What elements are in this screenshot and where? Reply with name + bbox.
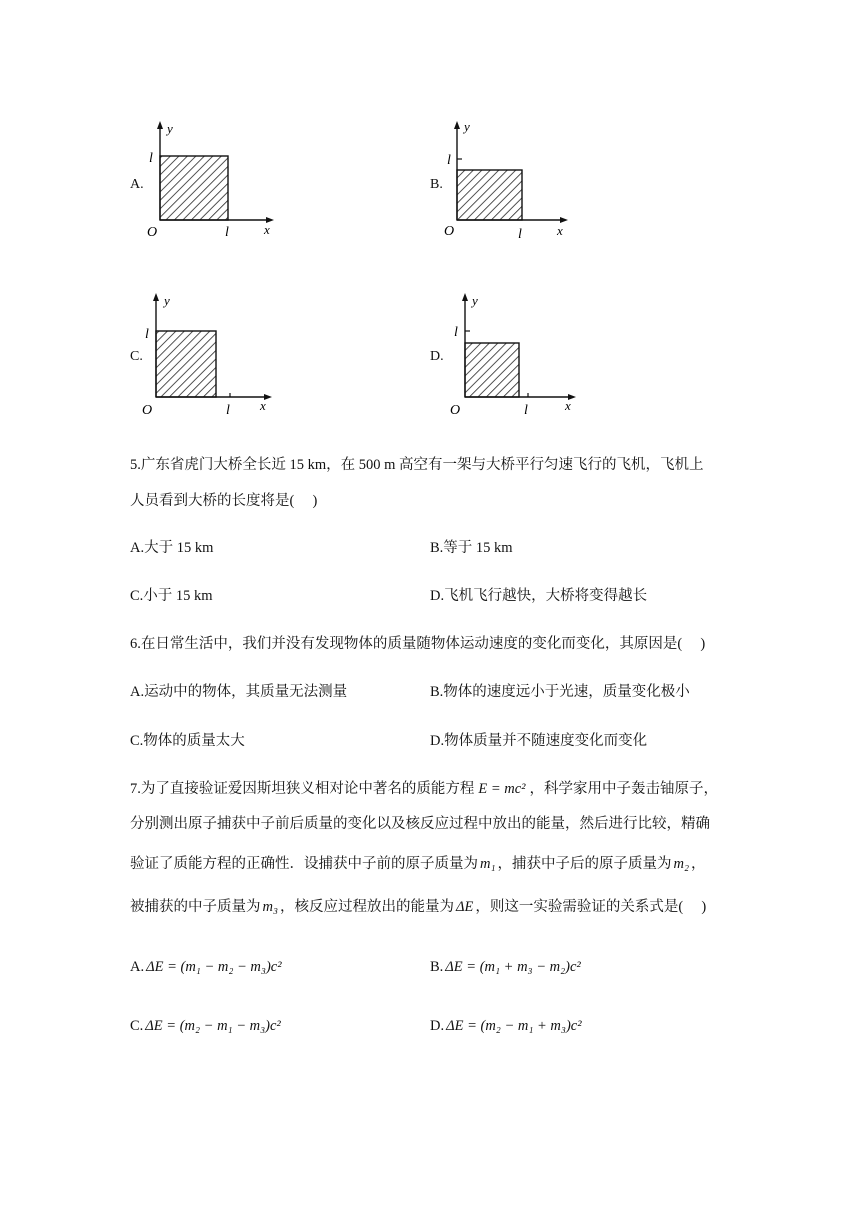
l-x-tick: l — [225, 225, 229, 240]
q7-line4-pre: 被捕获的中子质量为 — [130, 899, 261, 915]
q5-option-d: D.飞机飞行越快，大桥将变得越长 — [430, 588, 648, 604]
q7-stem-line4 — [130, 900, 706, 915]
q7-stem-line2: 分别测出原子捕获中子前后质量的变化以及核反应过程中放出的能量，然后进行比较，精确 — [130, 816, 710, 832]
q7-line3-post: ， — [691, 856, 706, 872]
figure-a-square-plot — [140, 118, 285, 243]
option-b-label: B. — [430, 177, 443, 192]
axis-y-label: y — [464, 119, 470, 134]
m1-symbol: m₁ — [480, 856, 496, 872]
figure-d-contracted-both-plot — [440, 290, 585, 415]
axis-y-label: y — [472, 293, 478, 308]
q6-option-b: B.物体的速度远小于光速，质量变化极小 — [430, 684, 690, 700]
mass-energy-formula: E = mc² — [478, 781, 526, 797]
q6-stem: 6.在日常生活中，我们并没有发现物体的质量随物体运动速度的变化而变化，其原因是( ) — [130, 636, 706, 652]
option-c-label: C. — [130, 349, 143, 364]
q7-line1-post: ，科学家用中子轰击铀原子， — [529, 781, 719, 797]
axis-y-label: y — [167, 121, 173, 136]
axis-y-label: y — [164, 293, 170, 308]
q7-option-c — [130, 1019, 281, 1034]
q7-option-c-formula: ΔE = (m₂ − m₁ − m₃)c² — [145, 1018, 281, 1034]
axis-x-label: x — [557, 223, 563, 238]
m3-symbol: m₃ — [262, 899, 279, 915]
q7-option-b-formula: ΔE = (m₁ + m₃ − m₂)c² — [445, 959, 581, 975]
q7-line3-pre: 验证了质能方程的正确性．设捕获中子前的原子质量为 — [130, 856, 478, 872]
q7-option-a-label: A. — [130, 959, 145, 975]
q7-option-b-label: B. — [430, 959, 444, 975]
axis-x-label: x — [264, 222, 270, 237]
q7-option-b — [430, 960, 581, 975]
figure-b-contracted-y-plot — [440, 118, 585, 243]
axis-x-label: x — [565, 398, 571, 413]
figure-c-contracted-x-plot — [140, 290, 285, 415]
q6-option-c: C.物体的质量太大 — [130, 733, 245, 749]
q5-option-b: B.等于 15 km — [430, 540, 513, 556]
q7-option-d — [430, 1019, 582, 1034]
q5-option-a: A.大于 15 km — [130, 540, 214, 556]
q7-line3-mid: ，捕获中子后的原子质量为 — [497, 856, 672, 872]
q5-option-c: C.小于 15 km — [130, 588, 213, 604]
l-x-tick: l — [524, 403, 528, 415]
q7-stem-line3 — [130, 857, 706, 872]
option-a-label: A. — [130, 177, 144, 192]
origin-label: O — [147, 225, 158, 240]
q7-line1-pre: 7.为了直接验证爱因斯坦狭义相对论中著名的质能方程 — [130, 781, 475, 797]
delta-e-symbol: ΔE — [456, 899, 474, 915]
l-y-tick: l — [447, 153, 451, 168]
q6-option-d: D.物体质量并不随速度变化而变化 — [430, 733, 648, 749]
l-y-tick: l — [149, 151, 153, 166]
q7-line4-mid: ，核反应过程放出的能量为 — [280, 899, 455, 915]
q7-option-d-label: D. — [430, 1018, 445, 1034]
l-y-tick: l — [145, 327, 149, 342]
m2-symbol: m₂ — [673, 856, 690, 872]
q7-line4-post: ，则这一实验需验证的关系式是( ) — [475, 899, 707, 915]
q6-option-a: A.运动中的物体，其质量无法测量 — [130, 684, 348, 700]
l-x-tick: l — [226, 403, 230, 415]
q7-stem-line1 — [130, 782, 718, 797]
q5-stem-line1: 5.广东省虎门大桥全长近 15 km，在 500 m 高空有一架与大桥平行匀速飞行的飞机，飞机上 — [130, 457, 704, 473]
axis-x-label: x — [260, 398, 266, 413]
q7-option-c-label: C. — [130, 1018, 144, 1034]
origin-label: O — [142, 403, 153, 415]
q5-stem-line2: 人员看到大桥的长度将是( ) — [130, 493, 318, 509]
origin-label: O — [450, 403, 461, 415]
origin-label: O — [444, 224, 455, 239]
option-d-label: D. — [430, 349, 444, 364]
l-x-tick: l — [518, 227, 522, 242]
q7-option-d-formula: ΔE = (m₂ − m₁ + m₃)c² — [446, 1018, 582, 1034]
l-y-tick: l — [454, 325, 458, 340]
q7-option-a-formula: ΔE = (m₁ − m₂ − m₃)c² — [146, 959, 282, 975]
q7-option-a — [130, 960, 282, 975]
